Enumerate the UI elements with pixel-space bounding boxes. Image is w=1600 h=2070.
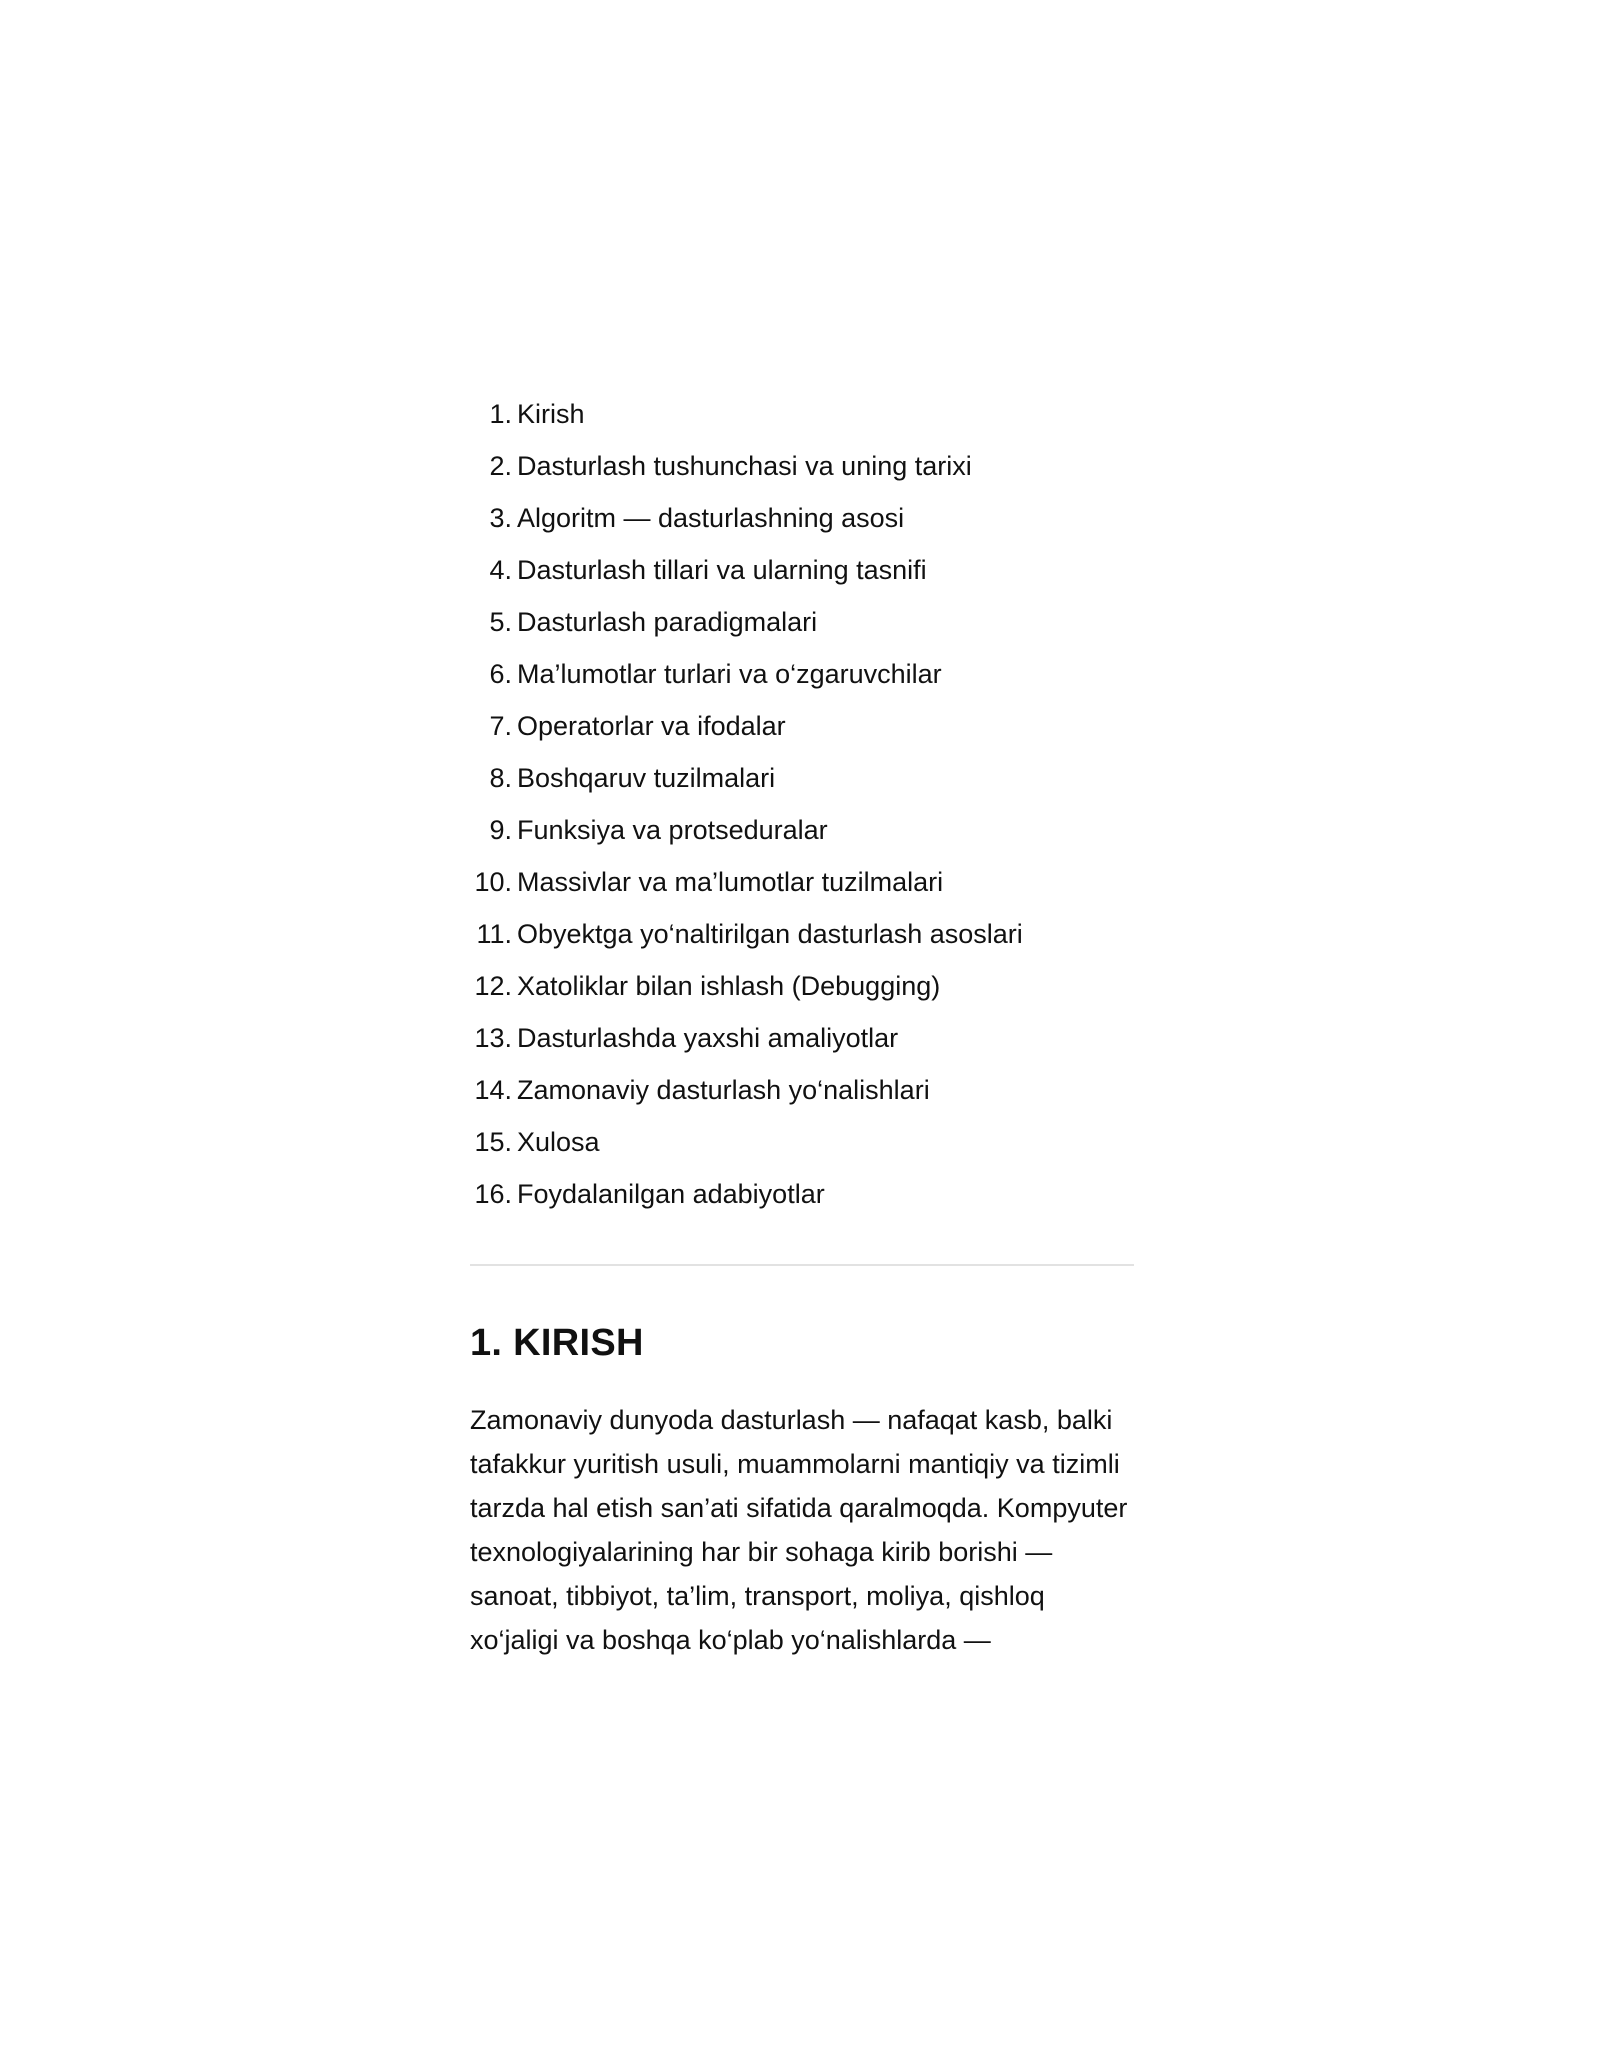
toc-item-label: Dasturlash tushunchasi va uning tarixi (517, 451, 972, 481)
toc-item-number: 3. (489, 503, 512, 533)
toc-item-label: Operatorlar va ifodalar (517, 711, 786, 741)
toc-item-number: 15. (474, 1127, 512, 1157)
toc-item (470, 440, 1134, 492)
toc-item (470, 856, 1134, 908)
toc-item-number: 12. (474, 971, 512, 1001)
toc-item-label: Boshqaruv tuzilmalari (517, 763, 776, 793)
toc-item (470, 804, 1134, 856)
toc-item-number: 13. (474, 1023, 512, 1053)
toc-item-number: 16. (474, 1179, 512, 1209)
toc-item-label: Funksiya va protseduralar (517, 815, 828, 845)
toc-item-number: 1. (489, 399, 512, 429)
toc-item (470, 1012, 1134, 1064)
toc-item (470, 700, 1134, 752)
toc-item-number: 14. (474, 1075, 512, 1105)
toc-item-label: Xatoliklar bilan ishlash (Debugging) (517, 971, 941, 1001)
toc-item (470, 752, 1134, 804)
toc-item-label: Massivlar va ma’lumotlar tuzilmalari (517, 867, 944, 897)
toc-item-number: 8. (489, 763, 512, 793)
toc-item-number: 11. (476, 919, 512, 949)
toc-item-number: 2. (489, 451, 512, 481)
table-of-contents (470, 388, 1134, 1220)
toc-item-number: 10. (474, 867, 512, 897)
toc-item-number: 5. (489, 607, 512, 637)
toc-item (470, 648, 1134, 700)
toc-item (470, 1064, 1134, 1116)
section-divider (470, 1264, 1134, 1266)
toc-item-number: 6. (489, 659, 512, 689)
section-paragraph: Zamonaviy dunyoda dasturlash — nafaqat kasb, balki tafakkur yuritish usuli, muammolarni mantiqiy va tizimli tarzda hal etish san’ati sifatida qaralmoqda. Kompyuter texnologiyalarining har bir sohaga kirib borishi — sanoat, tibbiyot, ta’lim, transport, moliya, qishloq xo‘jaligi va boshqa ko‘plab yo‘nalishlarda — (470, 1405, 1128, 1655)
toc-item (470, 596, 1134, 648)
toc-item (470, 544, 1134, 596)
toc-item (470, 492, 1134, 544)
toc-item (470, 1168, 1134, 1220)
toc-item (470, 960, 1134, 1012)
toc-item (470, 388, 1134, 440)
toc-item-label: Xulosa (517, 1127, 600, 1157)
toc-item-label: Dasturlash paradigmalari (517, 607, 818, 637)
toc-item-label: Zamonaviy dasturlash yo‘nalishlari (517, 1075, 930, 1105)
toc-item-number: 4. (489, 555, 512, 585)
toc-item (470, 908, 1134, 960)
toc-item-label: Ma’lumotlar turlari va o‘zgaruvchilar (517, 659, 942, 689)
toc-item-number: 7. (489, 711, 512, 741)
toc-item-label: Foydalanilgan adabiyotlar (517, 1179, 825, 1209)
toc-item-number: 9. (489, 815, 512, 845)
toc-item-label: Obyektga yo‘naltirilgan dasturlash asoslari (517, 919, 1023, 949)
page-content (470, 388, 1134, 1662)
toc-item-label: Dasturlash tillari va ularning tasnifi (517, 555, 927, 585)
toc-item-label: Algoritm — dasturlashning asosi (517, 503, 905, 533)
section-heading: 1. KIRISH (470, 1322, 644, 1364)
toc-item-label: Kirish (517, 399, 585, 429)
toc-item-label: Dasturlashda yaxshi amaliyotlar (517, 1023, 899, 1053)
toc-item (470, 1116, 1134, 1168)
